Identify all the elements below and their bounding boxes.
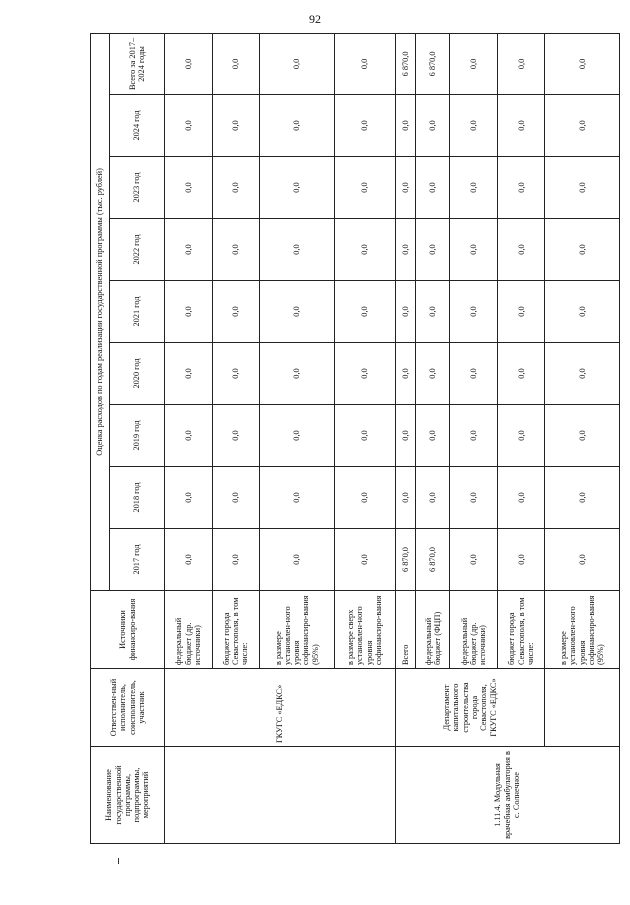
cell-value: 0,0 xyxy=(212,529,260,591)
budget-table xyxy=(90,33,620,844)
cell-value: 0,0 xyxy=(334,281,395,343)
cell-value: 0,0 xyxy=(165,405,213,467)
table-row xyxy=(545,33,620,843)
cell-value: 0,0 xyxy=(450,467,498,529)
cell-value: 0,0 xyxy=(416,219,450,281)
cell-value: 0,0 xyxy=(212,343,260,405)
cell-value: 0,0 xyxy=(260,529,334,591)
cell-value: 0,0 xyxy=(334,33,395,94)
header-group: Оценка расходов по годам реализации государственной программы (тыс. рублей) xyxy=(91,33,110,590)
cell-value: 0,0 xyxy=(450,95,498,157)
header-year: 2019 год xyxy=(110,405,165,467)
cell-value: 0,0 xyxy=(212,219,260,281)
cell-value: 0,0 xyxy=(450,33,498,94)
cell-source: в размере установлен-ного уровня софинансиро-вания (95%) xyxy=(545,591,620,669)
cell-value: 0,0 xyxy=(450,219,498,281)
table-row xyxy=(395,33,416,843)
cell-value: 0,0 xyxy=(212,281,260,343)
cell-source: федеральный бюджет (др. источники) xyxy=(165,591,213,669)
rotated-table xyxy=(90,34,620,844)
cell-value: 0,0 xyxy=(545,529,620,591)
cell-value: 0,0 xyxy=(545,219,620,281)
rotated-table-region xyxy=(90,34,620,844)
cell-value: 0,0 xyxy=(260,157,334,219)
cell-value: 0,0 xyxy=(497,95,545,157)
cell-value: 0,0 xyxy=(165,467,213,529)
header-year: 2017 год xyxy=(110,529,165,591)
cell-value: 0,0 xyxy=(497,157,545,219)
header-source: Источники финансиро-вания xyxy=(91,591,165,669)
cell-value: 0,0 xyxy=(416,157,450,219)
header-year: 2018 год xyxy=(110,467,165,529)
cell-value: 0,0 xyxy=(497,281,545,343)
cell-value: 0,0 xyxy=(212,405,260,467)
cell-value: 0,0 xyxy=(334,529,395,591)
cell-value: 0,0 xyxy=(165,33,213,94)
cell-value: 0,0 xyxy=(212,467,260,529)
header-year: 2020 год xyxy=(110,343,165,405)
cell-name: 1.11.4. Модульная врачебная амбулатория в с. Солнечное xyxy=(395,747,619,844)
cell-value: 0,0 xyxy=(450,281,498,343)
cell-value: 0,0 xyxy=(165,219,213,281)
cell-value: 0,0 xyxy=(212,157,260,219)
cell-value: 6 870,0 xyxy=(395,529,416,591)
cell-value: 6 870,0 xyxy=(416,529,450,591)
cell-value: 0,0 xyxy=(416,405,450,467)
cell-value: 0,0 xyxy=(395,467,416,529)
cell-value: 0,0 xyxy=(260,281,334,343)
cell-value: 0,0 xyxy=(545,467,620,529)
cell-value: 0,0 xyxy=(260,343,334,405)
cell-value: 0,0 xyxy=(334,343,395,405)
cell-value: 0,0 xyxy=(395,95,416,157)
header-year: 2024 год xyxy=(110,95,165,157)
cell-value: 0,0 xyxy=(416,95,450,157)
cell-value: 0,0 xyxy=(212,33,260,94)
cell-value: 0,0 xyxy=(395,343,416,405)
header-total: Всего за 2017–2024 годы xyxy=(110,33,165,94)
cell-value: 0,0 xyxy=(497,33,545,94)
cell-value: 0,0 xyxy=(450,529,498,591)
table-row xyxy=(165,33,213,843)
cell-value: 0,0 xyxy=(497,405,545,467)
cell-value: 0,0 xyxy=(165,281,213,343)
cell-executor-empty xyxy=(545,669,620,747)
page-number: 92 xyxy=(309,12,321,26)
cell-value: 0,0 xyxy=(334,467,395,529)
header-year: 2023 год xyxy=(110,157,165,219)
cell-value: 0,0 xyxy=(334,157,395,219)
cell-value: 6 870,0 xyxy=(416,33,450,94)
cell-value: 0,0 xyxy=(416,281,450,343)
cell-value: 0,0 xyxy=(260,405,334,467)
cell-value: 0,0 xyxy=(165,343,213,405)
header-name: Наименование государственной программы, подпрограммы, мероприятий xyxy=(91,747,165,844)
cell-value: 0,0 xyxy=(416,467,450,529)
cell-source: федеральный бюджет (др. источники) xyxy=(450,591,498,669)
cell-value: 6 870,0 xyxy=(395,33,416,94)
cell-value: 0,0 xyxy=(165,95,213,157)
cell-value: 0,0 xyxy=(545,405,620,467)
margin-mark xyxy=(118,858,119,864)
cell-value: 0,0 xyxy=(334,95,395,157)
cell-value: 0,0 xyxy=(497,467,545,529)
cell-executor: Департамент капитального строительства города Севастополя, ГКУГС «ЕДКС» xyxy=(395,669,545,747)
cell-source: бюджет города Севастополя, в том числе: xyxy=(212,591,260,669)
cell-value: 0,0 xyxy=(450,343,498,405)
cell-value: 0,0 xyxy=(497,219,545,281)
cell-source: бюджет города Севастополя, в том числе: xyxy=(497,591,545,669)
cell-value: 0,0 xyxy=(545,33,620,94)
cell-value: 0,0 xyxy=(212,95,260,157)
cell-value: 0,0 xyxy=(545,157,620,219)
cell-value: 0,0 xyxy=(334,219,395,281)
cell-value: 0,0 xyxy=(545,281,620,343)
cell-source: в размере установлен-ного уровня софинансиро-вания (95%) xyxy=(260,591,334,669)
cell-value: 0,0 xyxy=(260,33,334,94)
cell-source: в размере сверх установлен-ного уровня софинансиро-вания xyxy=(334,591,395,669)
cell-value: 0,0 xyxy=(334,405,395,467)
cell-value: 0,0 xyxy=(450,157,498,219)
cell-value: 0,0 xyxy=(260,219,334,281)
cell-value: 0,0 xyxy=(260,95,334,157)
cell-value: 0,0 xyxy=(395,281,416,343)
cell-executor: ГКУГС «ЕДКС» xyxy=(165,669,396,747)
cell-source: Всего xyxy=(395,591,416,669)
cell-value: 0,0 xyxy=(497,343,545,405)
cell-value: 0,0 xyxy=(416,343,450,405)
header-executor: Ответствен-ный исполнитель, соисполнитель, участник xyxy=(91,669,165,747)
cell-value: 0,0 xyxy=(497,529,545,591)
cell-value: 0,0 xyxy=(165,529,213,591)
cell-name-empty xyxy=(165,747,396,844)
header-year: 2021 год xyxy=(110,281,165,343)
cell-value: 0,0 xyxy=(450,405,498,467)
cell-value: 0,0 xyxy=(545,343,620,405)
cell-value: 0,0 xyxy=(260,467,334,529)
cell-value: 0,0 xyxy=(395,219,416,281)
cell-value: 0,0 xyxy=(395,157,416,219)
cell-value: 0,0 xyxy=(165,157,213,219)
cell-value: 0,0 xyxy=(545,95,620,157)
cell-value: 0,0 xyxy=(395,405,416,467)
header-year: 2022 год xyxy=(110,219,165,281)
cell-source: федеральный бюджет (ФЦП) xyxy=(416,591,450,669)
